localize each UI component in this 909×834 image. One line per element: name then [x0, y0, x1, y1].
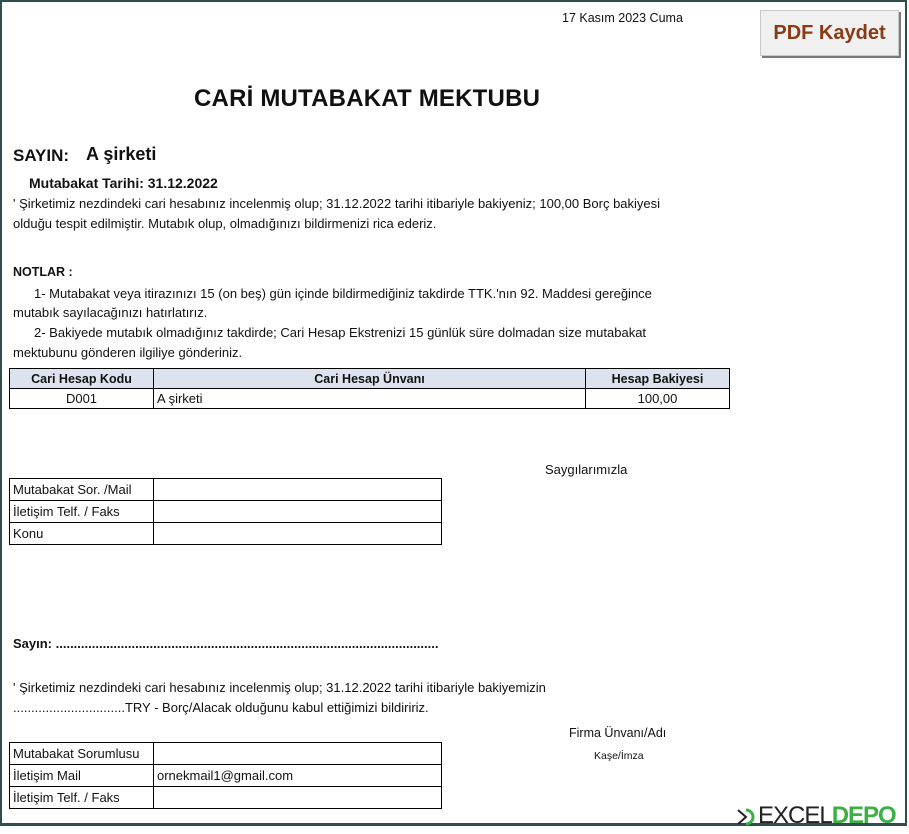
sender-contact-table: [9, 478, 442, 545]
notes-heading: NOTLAR :: [13, 265, 73, 279]
logo-text-excel: EXCEL: [758, 802, 832, 829]
reply-body-line-2: ...............................TRY - Borç/Alacak olduğunu kabul ettiğimizi bildiririz.: [13, 700, 429, 715]
page-title: CARİ MUTABAKAT MEKTUBU: [194, 85, 541, 112]
row-label: İletişim Telf. / Faks: [10, 787, 154, 809]
reply-contact-table: [9, 742, 442, 809]
note-2-line-1: 2- Bakiyede mutabık olmadığınız takdirde; Cari Hesap Ekstrenizi 15 günlük süre dolmadan size mutabakat: [34, 325, 647, 340]
note-1-line-2: mutabık sayılacağınızı hatırlatırız.: [13, 305, 208, 320]
reconciliation-date: Mutabakat Tarihi: 31.12.2022: [29, 175, 218, 191]
account-balance-cell[interactable]: 100,00: [586, 389, 730, 409]
table-row: [10, 501, 442, 523]
company-label: Firma Ünvanı/Adı: [569, 726, 667, 740]
table-row: [10, 389, 730, 409]
email-value-cell[interactable]: ornekmail1@gmail.com: [154, 765, 442, 787]
salutation-label: SAYIN:: [13, 146, 70, 165]
responsible-value-cell[interactable]: [154, 743, 442, 765]
body-line-1: ' Şirketimiz nezdindeki cari hesabınız incelenmiş olup; 31.12.2022 tarihi itibariyle bakiyeniz; 100,00 Borç bakiyesi: [13, 196, 661, 211]
mail-value-cell[interactable]: [154, 479, 442, 501]
note-1-line-1: 1- Mutabakat veya itirazınızı 15 (on beş) gün içinde bildirmediğiniz takdirde TTK.'nın 92. Maddesi gereğince: [34, 286, 652, 301]
account-code-cell[interactable]: D001: [10, 389, 154, 409]
column-header: Cari Hesap Ünvanı: [154, 369, 586, 389]
column-header: Cari Hesap Kodu: [10, 369, 154, 389]
table-row: [10, 765, 442, 787]
row-label: İletişim Mail: [10, 765, 154, 787]
closing-text: Saygılarımızla: [545, 462, 628, 477]
excel-depo-logo: [736, 802, 896, 830]
phone-value-cell[interactable]: [154, 787, 442, 809]
stamp-label: Kaşe/İmza: [594, 750, 644, 762]
logo-mark-icon: [736, 806, 756, 826]
table-row: [10, 479, 442, 501]
pdf-save-button[interactable]: PDF Kaydet: [760, 10, 899, 56]
row-label: Konu: [10, 523, 154, 545]
row-label: Mutabakat Sorumlusu: [10, 743, 154, 765]
reply-body-line-1: ' Şirketimiz nezdindeki cari hesabınız incelenmiş olup; 31.12.2022 tarihi itibariyle bakiyemizin: [13, 680, 546, 695]
table-header-row: [10, 369, 730, 389]
column-header: Hesap Bakiyesi: [586, 369, 730, 389]
table-row: [10, 523, 442, 545]
body-line-2: olduğu tespit edilmiştir. Mutabık olup, olmadığınızı bildirmenizi rica ederiz.: [13, 216, 437, 231]
table-row: [10, 743, 442, 765]
table-row: [10, 787, 442, 809]
account-name-cell[interactable]: A şirketi: [154, 389, 586, 409]
account-table: [9, 368, 730, 409]
note-2-line-2: mektubunu gönderen ilgiliye gönderiniz.: [13, 345, 243, 360]
reply-salutation: Sayın: ..........................................................................................................: [13, 636, 439, 651]
phone-value-cell[interactable]: [154, 501, 442, 523]
row-label: İletişim Telf. / Faks: [10, 501, 154, 523]
logo-text-depo: DEPO: [831, 802, 896, 829]
row-label: Mutabakat Sor. /Mail: [10, 479, 154, 501]
recipient-name: A şirketi: [86, 144, 157, 164]
document-date: 17 Kasım 2023 Cuma: [562, 11, 683, 25]
subject-value-cell[interactable]: [154, 523, 442, 545]
